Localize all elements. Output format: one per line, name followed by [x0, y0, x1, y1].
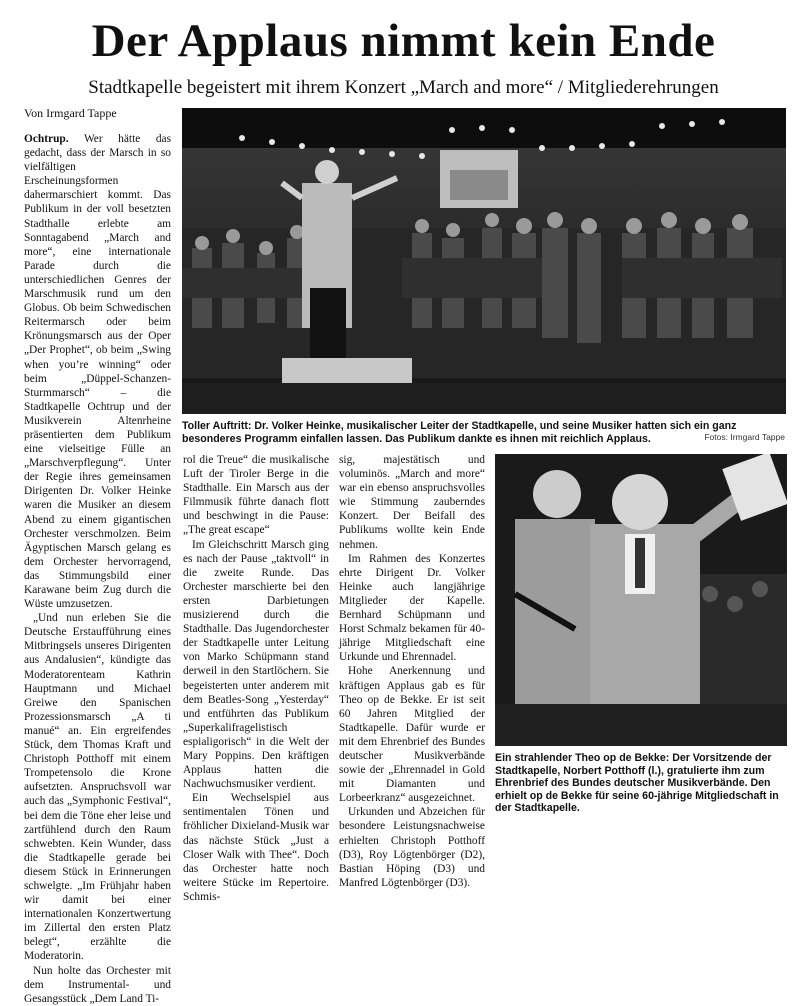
main-photo-caption: Toller Auftritt: Dr. Volker Heinke, musikalischer Leiter der Stadtkapelle, und seine Musiker hatten sich ein ganz besonderes Programm einfallen lassen. Das Publikum dankte es ihnen mit reichlich Applaus. [182, 420, 737, 445]
subheadline: Stadtkapelle begeistert mit ihrem Konzert „March and more“ / Mitgliederehrungen [88, 77, 719, 98]
col2-paragraph-3: Ein Wechselspiel aus sentimentalen Tönen und fröhlicher Dixieland-Musik war das nächste Stück „Just a Closer Walk with Thee“. Doch das Orchester hatte noch weitere Stücke im Repertoire. Schmis- [183, 792, 329, 903]
article-column-3 [339, 453, 485, 890]
col2-paragraph-1: rol die Treue“ die musikalische Luft der Tiroler Berge in die Stadthalle. Ein Marsch aus der Filmmusik führte danach flott und beschwingt in die Pause: „The great escape“ [183, 454, 329, 537]
orchestra-photo-drawing [182, 108, 786, 414]
award-ceremony-photo [495, 454, 787, 746]
col1-text-1: Wer hätte das gedacht, dass der Marsch in so vielfältigen Erscheinungsformen dahermarschiert kommt. Das Publikum in der voll besetzten Stadthalle erlebte am Sonntagabend „March and more“, eine internationale Parade durch die unterschiedlichen Genres der Marschmusik rund um den Globus. Ob beim Schwedischen Reitermarsch oder beim Krönungsmarsch aus der Oper „Der Prophet“, ob beim „Swing when you’re winning“ oder beim „Düppel-Schanzen-Sturmmarsch“ – die Stadtkapelle Ochtrup und der Musikverein Altenrheine präsentierten dem Publikum eine vielseitige Fülle an „Marschverpflegung“. Unter der Regie ihres gemeinsamen Dirigenten Dr. Volker Heinke waren die Musiker an diesem Abend zu einem gigantischen Orchester verschmolzen. Beim Ägyptischen Marsch gelang es dem Orchester hervorragend, das Stimmungsbild einer Karawane beim Zug durch die Wüste umzusetzen. [24, 133, 171, 611]
col1-paragraph-1 [24, 132, 171, 611]
photo-credit: Fotos: Irmgard Tappe [704, 432, 785, 442]
award-photo-drawing [495, 454, 787, 746]
col2-paragraph-2: Im Gleichschritt Marsch ging es nach der Pause „taktvoll“ in die zweite Runde. Das Orchester marschierte bei den ersten Darbietungen musizierend durch die Stadthalle. Das Jugendorchester der Stadtkapelle unter Leitung von Marko Schüpmann stand derweil in den Startlöchern. Sie begeisterten unter anderem mit dem Beatles-Song „Yesterday“ und entführten das Publikum „Superkalifragelistisch espialigorisch“ in die Welt der Mary Poppins. Den kräftigen Applaus hatten die Nachwuchsmusiker verdient. [183, 538, 329, 791]
col1-paragraph-3: Nun holte das Orchester mit dem Instrumental- und Gesangsstück „Dem Land Ti- [24, 964, 171, 1005]
col3-paragraph-1: sig, majestätisch und voluminös. „March and more“ war ein ebenso anspruchsvolles wie Stimmung zauberndes Konzert. Der Beifall des Publikums wollte kein Ende nehmen. [339, 454, 485, 551]
award-photo-caption: Ein strahlender Theo op de Bekke: Der Vorsitzende der Stadtkapelle, Norbert Potthoff (l.), gratulierte ihm zum Ehrenbrief des Bundes deutscher Musikverbände. Den erhielt op de Bekke für seine 60-jährige Mitgliedschaft in der Stadtkapelle. [495, 752, 779, 815]
col3-paragraph-2: Im Rahmen des Konzertes ehrte Dirigent Dr. Volker Heinke auch langjährige Mitglieder der Kapelle. Bernhard Schüpmann und Horst Schmalz bekamen für 40-jährige Mitgliedschaft eine Urkunde und Ehrennadel. [339, 552, 485, 664]
article-column-1 [24, 106, 171, 1006]
headline: Der Applaus nimmt kein Ende [91, 15, 716, 67]
col1-paragraph-2: „Und nun erleben Sie die Deutsche Erstaufführung eines Mitbringsels unseres Dirigenten aus Andalusien“, kündigte das Moderatorenteam Kathrin Hauptmann und Michael Greiwe den Spanischen Prozessionsmarsch „A ti manué“ an. Ein ergreifendes Stück, dem Thomas Kraft und Christoph Potthoff mit einem Trompetensolo die Krone aufsetzten. Anspruchsvoll war auch das „Symphonic Festival“, bei dem die Töne eher leise und zartfühlend durch den Raum schwebten. Kein Wunder, dass die Stadtkapelle gerade bei diesem Stück in Erinnerungen schwelgte. „Im Frühjahr haben wir damit bei einer internationalen Konzertwertung im Zillertal den ersten Platz belegt“, erzählte die Moderatorin. [24, 612, 171, 963]
byline: Von Irmgard Tappe [24, 106, 117, 120]
dateline: Ochtrup. [24, 133, 69, 145]
col3-paragraph-4: Urkunden und Abzeichen für besondere Leistungsnachweise erhielten Christoph Potthoff (D3), Roy Lögtenbörger (D2), Bastian Höping (D3) und Manfred Lögtenbörger (D3). [339, 806, 485, 889]
orchestra-concert-photo [182, 108, 786, 414]
article-column-2 [183, 453, 329, 904]
col3-paragraph-3: Hohe Anerkennung und kräftigen Applaus gab es für Theo op de Bekke. Er ist seit 60 Jahren Mitglied der Stadtkapelle. Dafür wurde er mit dem Ehrenbrief des Bundes deutscher Musikverbände sowie der „Ehrennadel in Gold mit Diamanten und Lorbeerkranz“ ausgezeichnet. [339, 665, 485, 805]
